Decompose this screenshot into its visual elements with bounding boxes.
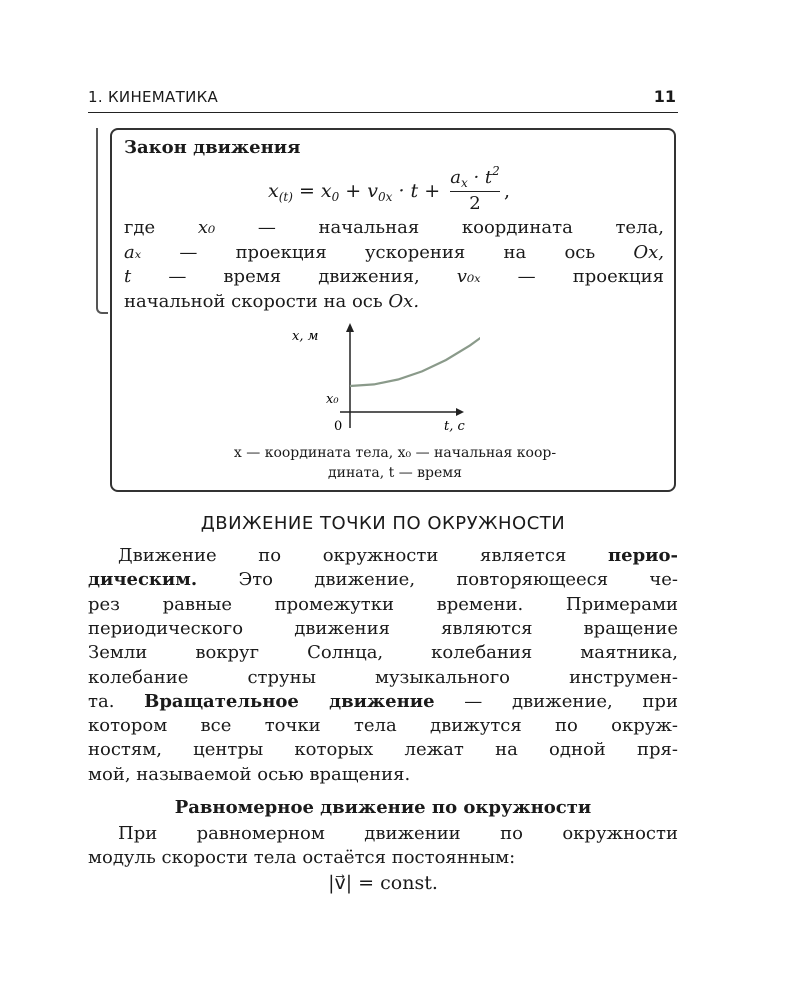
word: музыкального <box>374 666 511 688</box>
word: че- <box>649 569 678 591</box>
word: модуль <box>88 847 156 869</box>
chapter-title: 1. КИНЕМАТИКА <box>88 88 219 106</box>
coordinate-graph <box>280 320 480 440</box>
frac-a: a <box>450 167 461 188</box>
word: времени. <box>436 593 524 615</box>
const-speed-equation: |v⃗| = const. <box>328 872 438 894</box>
text-line <box>88 690 678 714</box>
text-line <box>124 290 664 314</box>
word: на <box>495 739 518 761</box>
word: равномерном <box>196 823 325 844</box>
word: проекция <box>572 266 664 288</box>
word: ось <box>351 290 383 312</box>
word: равные <box>162 593 232 615</box>
word: Это <box>238 569 274 591</box>
word: та. <box>88 690 115 712</box>
word: струны <box>247 666 316 688</box>
text-line <box>124 216 664 240</box>
word: дическим. <box>88 569 198 591</box>
formula-t-part: · t + <box>392 180 441 202</box>
word: рез <box>88 593 120 615</box>
text-line <box>88 846 678 870</box>
word: пря- <box>637 739 678 761</box>
page-header <box>88 86 678 113</box>
text-line <box>88 666 678 690</box>
word: начальная <box>318 217 420 238</box>
word: на <box>503 241 527 263</box>
text-line <box>88 714 678 738</box>
formula-t-sub: (t) <box>278 190 293 204</box>
subheading: Равномерное движение по окружности <box>174 797 592 818</box>
frac-a-sub: x <box>460 176 468 190</box>
word: центры <box>193 739 264 761</box>
y-axis-label: x, м <box>292 329 319 344</box>
chart-caption-1: x — координата тела, x₀ — начальная коор- <box>233 445 557 461</box>
word: движения <box>294 617 390 639</box>
text-line <box>88 593 678 617</box>
text-line <box>124 241 664 265</box>
motion-law-formula <box>268 160 548 220</box>
word: координата <box>461 217 573 238</box>
word: лежат <box>404 739 464 761</box>
word: являются <box>441 617 533 639</box>
x-axis-arrow <box>456 408 464 416</box>
series-line-x-t <box>350 335 480 386</box>
word: тела, <box>615 217 664 238</box>
word: остаётся <box>302 847 386 869</box>
formula-fraction <box>450 164 500 214</box>
frac-sup: 2 <box>492 164 500 178</box>
word: — <box>168 266 187 288</box>
word: — <box>257 217 276 238</box>
word: — <box>517 266 536 288</box>
formula-comma: , <box>504 180 511 202</box>
word: ось <box>564 241 596 263</box>
word: скорости <box>161 847 249 869</box>
word: котором <box>88 715 168 737</box>
word: ностям, <box>88 739 162 761</box>
page-number: 11 <box>653 87 676 106</box>
frac-rest: · t <box>467 167 493 188</box>
word: — <box>464 690 483 712</box>
word: проекция <box>235 241 327 263</box>
word: вращения. <box>309 763 411 785</box>
word: вокруг <box>195 642 260 664</box>
word: при <box>642 690 678 712</box>
word: Движение <box>118 545 217 566</box>
word: вращение <box>583 617 678 639</box>
word: Ox. <box>388 290 420 312</box>
fraction-bar <box>450 191 500 192</box>
word: время <box>223 266 282 288</box>
x-axis-label: t, с <box>444 419 465 434</box>
word: Вращательное движение <box>144 690 435 712</box>
formula-v-sub: 0x <box>378 190 393 204</box>
margin-bracket <box>96 128 108 314</box>
word: одной <box>549 739 606 761</box>
text-line <box>124 265 664 289</box>
word: Примерами <box>565 593 678 615</box>
box-title: Закон движения <box>124 137 301 158</box>
word: на <box>323 290 347 312</box>
word: промежутки <box>274 593 394 615</box>
word: Ox, <box>633 241 665 263</box>
word: движения, <box>318 266 420 288</box>
text-line <box>88 617 678 641</box>
word: называемой <box>136 763 252 785</box>
word: перио- <box>607 545 678 566</box>
formula-eq-x: = x <box>292 180 332 202</box>
word: точки <box>264 715 321 737</box>
word: периодического <box>88 617 244 639</box>
word: инструмен- <box>569 666 678 688</box>
frac-den: 2 <box>469 193 481 214</box>
text-line <box>88 738 678 762</box>
word: Солнца, <box>307 642 384 664</box>
word: колебание <box>88 666 189 688</box>
word: повторяющееся <box>456 569 609 591</box>
word: колебания <box>431 642 533 664</box>
word: осью <box>257 763 304 785</box>
text-line <box>88 568 678 592</box>
section-title: ДВИЖЕНИЕ ТОЧКИ ПО ОКРУЖНОСТИ <box>200 513 566 534</box>
word: x₀ <box>197 217 216 238</box>
text-line <box>88 641 678 665</box>
word: окружности <box>322 545 439 566</box>
word: тела <box>253 847 297 869</box>
word: мой, <box>88 763 131 785</box>
word: тела <box>353 715 397 737</box>
text-line <box>88 544 678 568</box>
word: маятника, <box>580 642 678 664</box>
word: постоянным: <box>391 847 516 869</box>
word: движутся <box>429 715 522 737</box>
word: t <box>124 266 132 288</box>
formula-plus-v: + v <box>339 180 378 202</box>
word: v₀ₓ <box>456 266 481 288</box>
word: по <box>555 715 578 737</box>
word: по <box>500 823 523 844</box>
word: окруж- <box>611 715 678 737</box>
word: движении <box>364 823 461 844</box>
formula-x: x <box>268 180 279 202</box>
word: окружности <box>562 823 678 844</box>
word: скорости <box>231 290 318 312</box>
y-axis-arrow <box>346 323 354 332</box>
x0-label: x₀ <box>326 392 339 407</box>
origin-label: 0 <box>334 419 343 434</box>
word: Земли <box>88 642 148 664</box>
word: которых <box>294 739 374 761</box>
text-line <box>88 822 678 846</box>
formula-x0-sub: 0 <box>331 190 340 204</box>
word: ускорения <box>364 241 466 263</box>
word: где <box>124 217 156 238</box>
word: — <box>179 241 198 263</box>
word: является <box>479 545 567 566</box>
chart-caption-2: дината, t — время <box>328 465 462 481</box>
word: движение, <box>314 569 416 591</box>
word: все <box>200 715 232 737</box>
text-line <box>88 763 678 787</box>
word: При <box>118 823 158 844</box>
word: начальной <box>124 290 226 312</box>
word: aₓ <box>124 241 142 263</box>
word: по <box>258 545 282 566</box>
word: движение, <box>511 690 613 712</box>
